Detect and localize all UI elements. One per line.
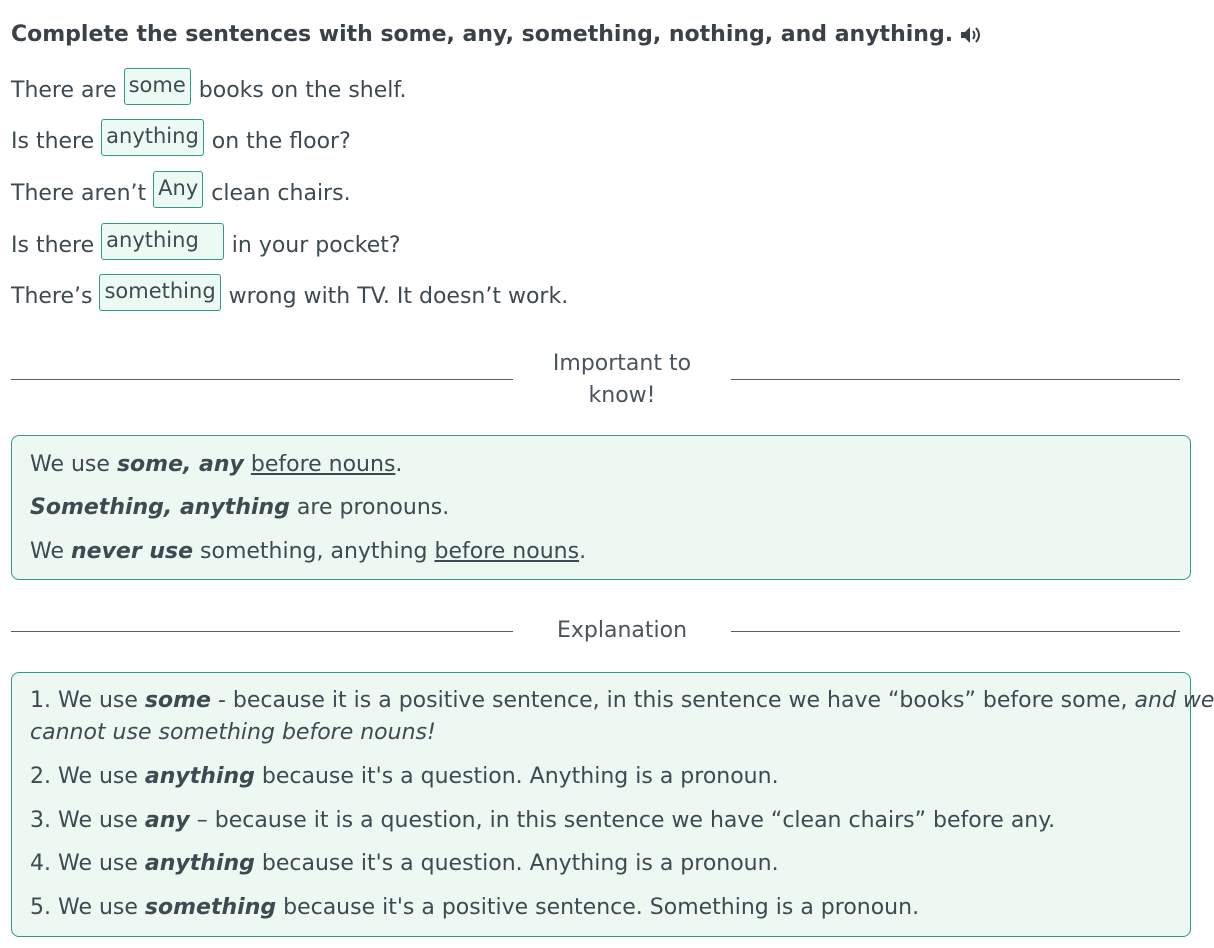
exercise-sentence-1 [11, 70, 407, 110]
answer-field[interactable]: anything [101, 119, 204, 156]
answer-field[interactable]: some [124, 68, 191, 105]
rule-text [244, 452, 251, 477]
rule-1 [30, 449, 402, 481]
explanation-text: – because it is a question, in this sentence we have “clean chairs” before any. [189, 808, 1056, 833]
explanation-text: because it's a positive sentence. Something is a pronoun. [276, 895, 920, 920]
important-box [11, 435, 1191, 580]
explanation-italic: cannot use something before nouns! [30, 720, 436, 745]
explanation-item-1 [30, 685, 1214, 717]
sentence-after: wrong with TV. It doesn’t work. [228, 283, 569, 309]
explanation-text: - because it is a positive sentence, in this sentence we have “books” before some, [210, 688, 1135, 713]
speaker-icon[interactable] [959, 24, 983, 46]
sentence-after: in your pocket? [231, 232, 401, 258]
rule-underline: before nouns [250, 452, 396, 477]
rule-text: We use [30, 452, 117, 477]
exercise-sentence-2 [11, 121, 351, 161]
explanation-box [11, 672, 1214, 937]
exercise-title [11, 22, 983, 47]
explanation-emphasis: any [144, 808, 190, 833]
rule-emphasis: Something, anything [30, 495, 290, 520]
explanation-item-2 [30, 761, 779, 793]
sentence-after: books on the shelf. [198, 77, 407, 103]
explanation-heading: Explanation [556, 618, 688, 643]
divider-right [731, 379, 1180, 380]
rule-text: . [579, 539, 587, 564]
answer-field[interactable]: something [99, 274, 220, 311]
sentence-after: on the floor? [211, 128, 351, 154]
explanation-italic: and we [1134, 688, 1214, 713]
rule-underline: before nouns [434, 539, 580, 564]
answer-field[interactable]: anything [101, 223, 224, 260]
explanation-text: 5. We use [30, 895, 145, 920]
explanation-text: 1. We use [30, 688, 145, 713]
explanation-emphasis: anything [144, 764, 255, 789]
sentence-before: There are [11, 77, 117, 103]
exercise-sentence-3 [11, 173, 351, 213]
explanation-item-1-continued [30, 717, 436, 749]
explanation-emphasis: some [144, 688, 211, 713]
explanation-text: because it's a question. Anything is a pronoun. [254, 851, 779, 876]
explanation-emphasis: something [144, 895, 277, 920]
rule-text: We [30, 539, 71, 564]
rule-2 [30, 492, 449, 524]
rule-text: something, anything [193, 539, 435, 564]
sentence-before: Is there [11, 128, 95, 154]
important-heading-line2: know! [588, 383, 656, 408]
divider-left [11, 379, 513, 380]
explanation-item-5 [30, 892, 919, 924]
explanation-emphasis: anything [144, 851, 255, 876]
explanation-text: because it's a question. Anything is a pronoun. [254, 764, 779, 789]
divider-left [11, 631, 513, 632]
rule-text: are pronouns. [289, 495, 450, 520]
divider-right [731, 631, 1180, 632]
exercise-sentence-4 [11, 225, 401, 265]
important-heading-line1: Important to [552, 351, 692, 376]
explanation-text: 3. We use [30, 808, 145, 833]
sentence-after: clean chairs. [211, 180, 351, 206]
important-heading [520, 348, 724, 412]
rule-3 [30, 536, 586, 568]
explanation-item-3 [30, 805, 1055, 837]
rule-emphasis: never use [71, 539, 194, 564]
explanation-text: 4. We use [30, 851, 145, 876]
sentence-before: There aren’t [11, 180, 147, 206]
sentence-before: There’s [11, 283, 93, 309]
title-text: Complete the sentences with some, any, something, nothing, and anything. [11, 22, 954, 47]
explanation-text: 2. We use [30, 764, 145, 789]
explanation-item-4 [30, 848, 779, 880]
sentence-before: Is there [11, 232, 95, 258]
rule-emphasis: some, any [116, 452, 244, 477]
exercise-sentence-5 [11, 276, 568, 316]
answer-field[interactable]: Any [153, 171, 203, 208]
rule-text: . [395, 452, 403, 477]
